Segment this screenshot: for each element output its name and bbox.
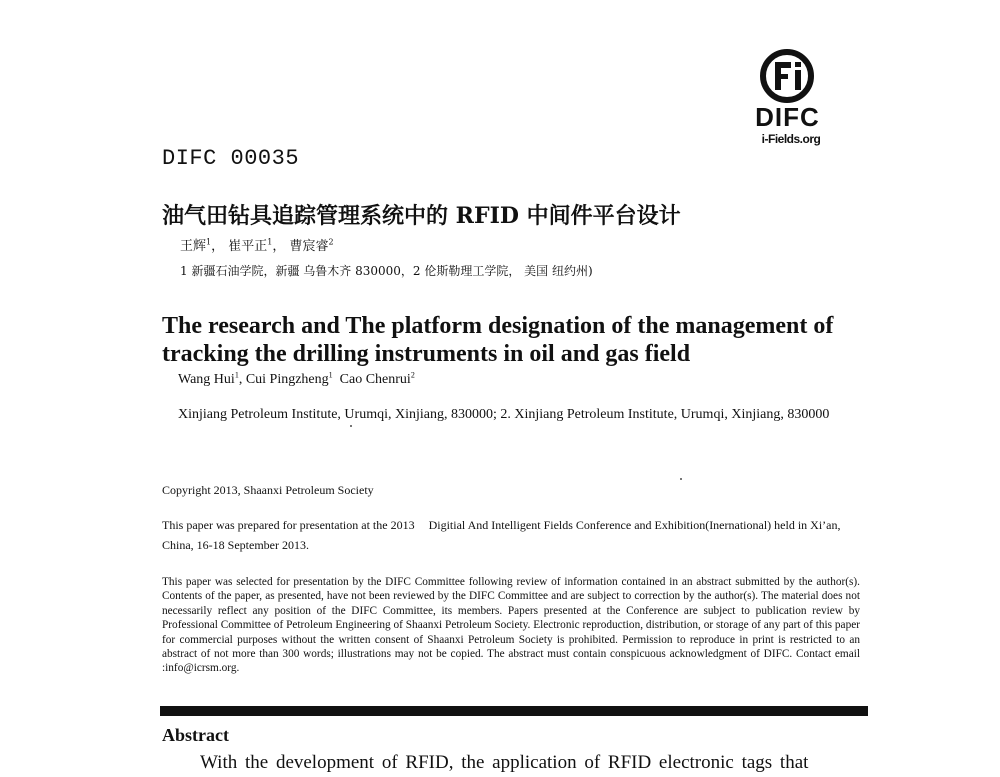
author-name: Cao Chenrui	[339, 372, 411, 387]
section-divider	[160, 706, 868, 716]
scan-speck	[680, 478, 682, 480]
author-name: 崔平正	[228, 239, 268, 254]
presentation-note-part: Digitial And Intelligent Fields Conference and Exhibition(Inernational) held in Xi’an, China, 16-18 September 2013.	[162, 518, 841, 552]
author-separator	[333, 372, 340, 387]
author-separator: ,	[238, 372, 246, 387]
author-superscript: 1	[206, 237, 212, 247]
author-superscript: 1	[267, 237, 273, 247]
copyright-notice: Copyright 2013, Shaanxi Petroleum Society	[162, 483, 374, 497]
author-name: 王辉	[180, 239, 207, 254]
abstract-text: With the development of RFID, the application of RFID electronic tags that	[200, 752, 809, 773]
logo-brand: DIFC	[755, 102, 820, 132]
abstract-heading: Abstract	[162, 725, 229, 745]
chinese-title: 油气田钻具追踪管理系统中的 RFID 中间件平台设计	[162, 203, 681, 229]
author-name: Wang Hui	[178, 372, 235, 387]
presentation-note-part: This paper was prepared for presentation at the 2013	[162, 518, 415, 532]
disclaimer-paragraph: This paper was selected for presentation by the DIFC Committee following review of information contained in an abstract submitted by the author(s). Contents of the paper, as presented, have not been reviewed by the DIFC Committee and are subject to correction by the author(s). The material does not necessarily reflect any position of the DIFC Committee, its members. Papers presented at the Conference are subject to publication review by Professional Committee of Petroleum Engineering of Shaanxi Petroleum Society. Electronic reproduction, distribution, or storage of any part of this paper for commercial purposes without the written consent of Shaanxi Petroleum Society is prohibited. Permission to reproduce in print is restricted to an abstract of not more than 300 words; illustrations may not be copied. The abstract must contain conspicuous acknowledgment of DIFC. Contact email :info@icrsm.org.	[162, 576, 860, 675]
logo-url: i-Fields.org	[761, 132, 821, 146]
author-separator: ，	[211, 239, 225, 254]
presentation-note	[162, 515, 862, 555]
chinese-authors	[180, 235, 334, 254]
english-title: The research and The platform designation of the management of tracking the drilling instruments in oil and gas field	[162, 313, 834, 367]
english-authors	[178, 372, 415, 388]
author-superscript: 2	[410, 370, 415, 380]
difc-logo	[745, 48, 830, 156]
author-superscript: 1	[234, 370, 239, 380]
scan-speck	[350, 425, 352, 427]
author-name: 曹宸睿	[289, 239, 329, 254]
author-superscript: 1	[328, 370, 333, 380]
english-affiliation: Xinjiang Petroleum Institute, Urumqi, Xinjiang, 830000; 2. Xinjiang Petroleum Institute, Urumqi, Xinjiang, 830000	[178, 407, 830, 422]
author-name: Cui Pingzheng	[245, 372, 329, 387]
author-superscript: 2	[328, 237, 334, 247]
chinese-affiliation: 1 新疆石油学院，新疆 乌鲁木齐 830000，2 伦斯勒理工学院， 美国 纽约州)	[180, 264, 593, 278]
author-separator: ，	[272, 239, 286, 254]
paper-id: DIFC 00035	[162, 146, 300, 171]
fi-logo-icon	[745, 48, 830, 108]
